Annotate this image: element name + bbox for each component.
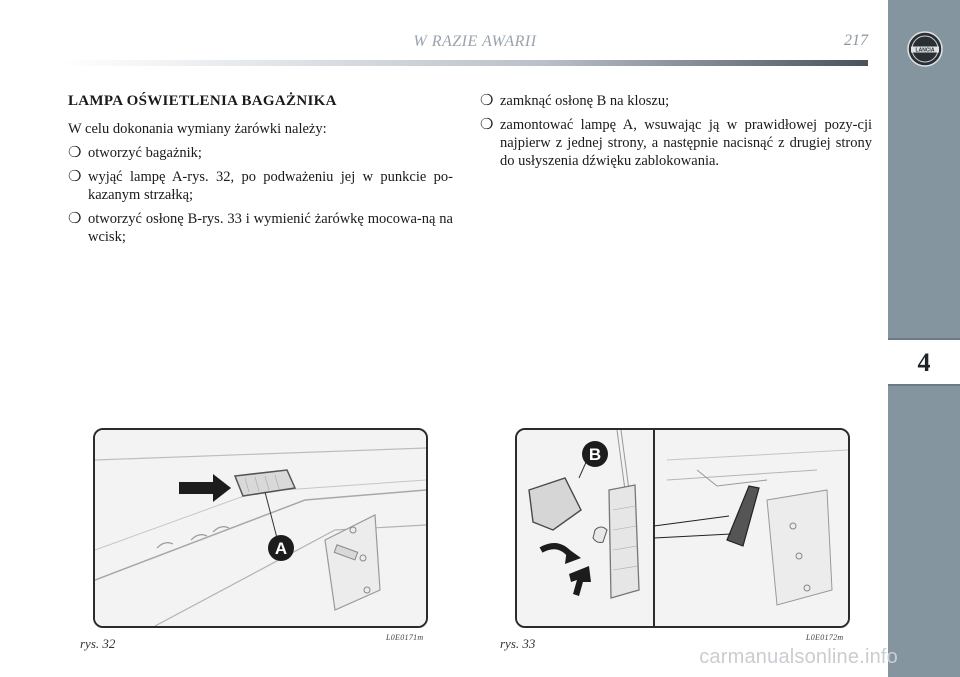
left-column [68, 92, 453, 252]
logo-text: LANCIA [915, 47, 935, 54]
list-item-text: wyjąć lampę A-rys. 32, po podważeniu jej w punkcie po-kazanym strzałką; [88, 169, 453, 203]
section-heading: LAMPA OŚWIETLENIA BAGAŻNIKA [68, 93, 337, 109]
bullet-circle-icon: ❍ [480, 117, 494, 133]
label-b-text: B [588, 445, 602, 464]
figure-caption: rys. 32 [80, 636, 116, 651]
header-rule [60, 60, 868, 66]
right-column [480, 92, 872, 176]
lancia-logo-icon [906, 30, 944, 68]
figure-caption: rys. 33 [500, 636, 536, 651]
site-watermark: carmanualsonline.info [699, 646, 898, 668]
figure-33-illustration [515, 428, 850, 628]
list-item-text: otworzyć bagażnik; [88, 145, 202, 161]
lamp-cover-drawing [517, 430, 848, 626]
chapter-number: 4 [917, 348, 931, 377]
list-item [480, 116, 872, 170]
figure-32-illustration [93, 428, 428, 628]
chapter-tab[interactable] [888, 338, 960, 386]
bullet-circle-icon: ❍ [480, 93, 494, 109]
list-item-text: otworzyć osłonę B-rys. 33 i wymienić żarówkę mocowa-ną na wcisk; [88, 211, 453, 245]
list-item-text: zamknąć osłonę B na kloszu; [500, 93, 670, 109]
list-item-text: zamontować lampę A, wsuwając ją w prawidłowej pozy-cji najpierw z jednej strony, a następnie nacisnąć z drugiej strony do usłyszenia dźwięku zablokowania. [500, 117, 872, 169]
list-item [480, 92, 872, 110]
figure-code: L0E0171m [386, 633, 424, 642]
bullet-circle-icon: ❍ [68, 169, 82, 185]
trunk-lamp-drawing [95, 430, 426, 626]
list-item [68, 210, 453, 246]
intro-text: W celu dokonania wymiany żarówki należy: [68, 121, 327, 137]
bullet-circle-icon: ❍ [68, 145, 82, 161]
running-header: W RAZIE AWARII [413, 33, 537, 50]
list-item [68, 168, 453, 204]
bullet-circle-icon: ❍ [68, 211, 82, 227]
list-item [68, 144, 453, 162]
label-a-text: A [274, 539, 288, 558]
figure-code: L0E0172m [806, 633, 844, 642]
page-number: 217 [844, 32, 868, 49]
